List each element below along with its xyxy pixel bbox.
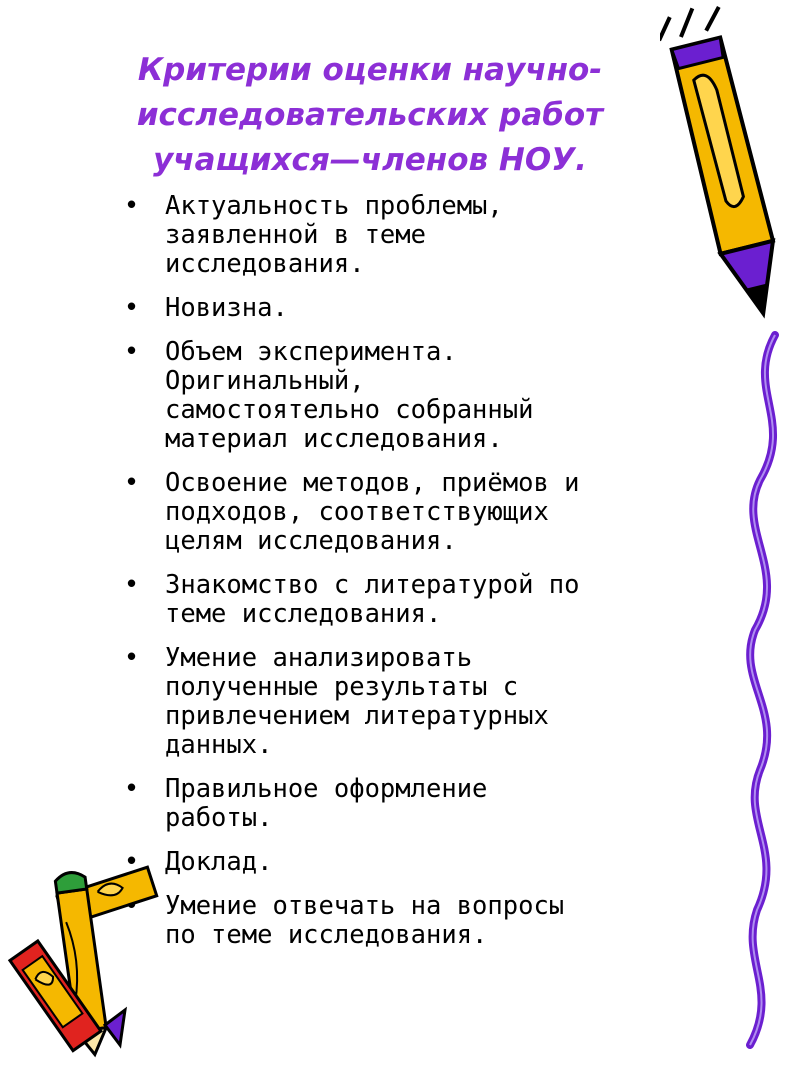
criteria-line: • Умение отвечать на вопросы [165,891,565,921]
criteria-line: • Актуальность проблемы, [165,191,503,221]
criteria-line: привлечением литературных [165,701,549,731]
criteria-line: Оригинальный, [165,366,365,396]
criteria-line: • Знакомство с литературой по [165,570,580,600]
criteria-line: • Объем эксперимента. [165,337,457,367]
title-line: учащихся—членов НОУ. [153,142,587,178]
criteria-line: теме исследования. [165,599,442,629]
title-line: Критерии оценки научно- [137,52,603,88]
criteria-list [110,192,720,965]
criteria-item [110,775,720,833]
squiggle-line-icon [735,330,800,1050]
criteria-line: • Правильное оформление [165,774,488,804]
criteria-item [110,338,720,454]
pencil-icon [660,0,790,330]
criteria-line: • Умение анализировать [165,643,473,673]
criteria-item [110,848,720,877]
criteria-line: исследования. [165,249,365,279]
criteria-line: материал исследования. [165,424,503,454]
criteria-item [110,294,720,323]
criteria-item [110,469,720,556]
criteria-line: • Новизна. [165,293,288,323]
criteria-item [110,644,720,760]
criteria-line: по теме исследования. [165,920,488,950]
criteria-line: • Доклад. [165,847,273,877]
criteria-line: самостоятельно собранный [165,395,534,425]
criteria-line: работы. [165,803,273,833]
criteria-line: • Освоение методов, приёмов и [165,468,580,498]
criteria-line: заявленной в теме [165,220,426,250]
criteria-line: целям исследования. [165,526,457,556]
criteria-item [110,892,720,950]
title-line: исследовательских работ [136,97,604,133]
pencils-cluster-icon [0,860,165,1060]
slide-title [60,48,680,183]
criteria-line: подходов, соответствующих [165,497,549,527]
criteria-line: данных. [165,730,273,760]
criteria-line: полученные результаты с [165,672,519,702]
criteria-item [110,192,720,279]
criteria-item [110,571,720,629]
